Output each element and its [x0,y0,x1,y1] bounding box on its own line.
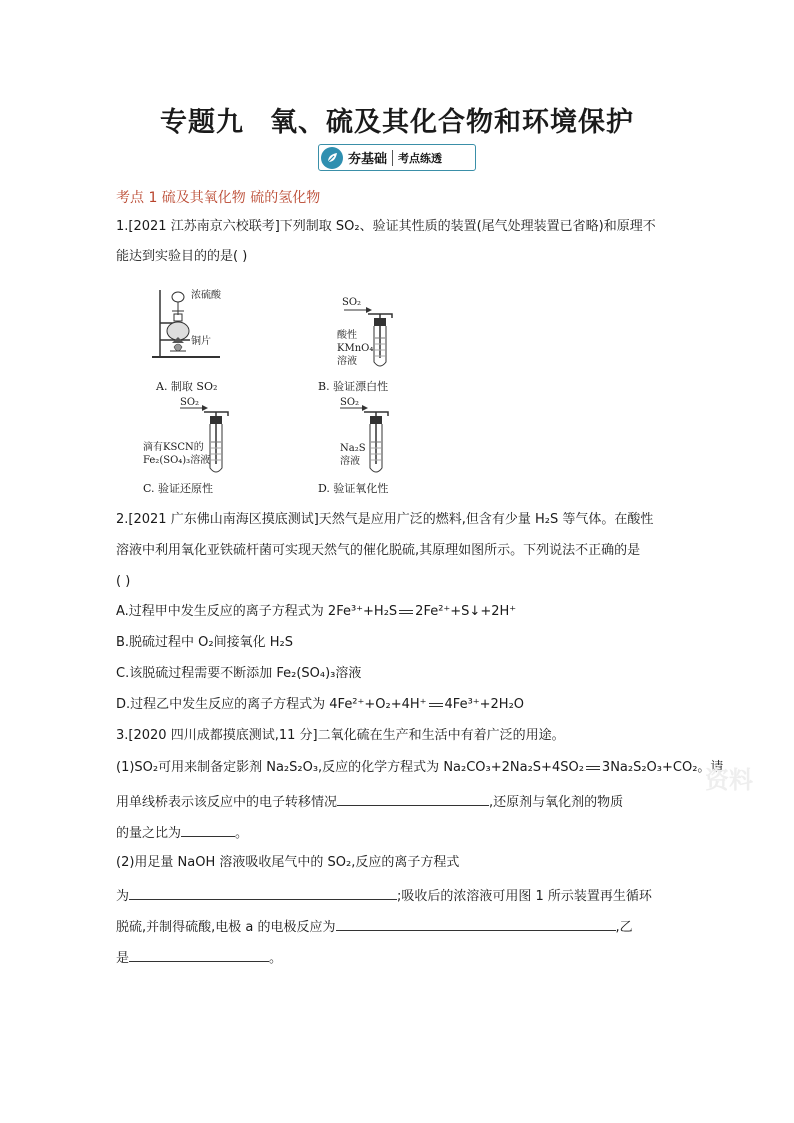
label-a-acid: 浓硫酸 [191,290,221,301]
label-b-sol3: 溶液 [337,356,357,367]
equals-sign [586,766,600,770]
q3-p1-line1 [116,760,723,776]
section-badge [318,144,476,171]
label-c-sol1: 滴有KSCN的 [143,442,204,453]
equals-sign [399,610,413,614]
q1-line2: 能达到实验目的的是( ) [116,249,248,264]
answer-blank-ratio[interactable] [181,823,235,837]
caption-c: C. 验证还原性 [143,482,214,495]
page-title [0,100,794,139]
label-b-sol2: KMnO₄ [337,343,374,354]
label-d-sol1: Na₂S [340,443,366,454]
q2-option-c[interactable]: C.该脱硫过程需要不断添加 Fe₂(SO₄)₃溶液 [116,666,362,681]
label-a-copper: 铜片 [191,336,211,347]
q3-p2-line3 [116,917,633,936]
label-b-sol1: 酸性 [337,330,357,341]
q2-option-d[interactable] [116,697,524,713]
q3-p2-l2-tail: ;吸收后的浓溶液可用图 1 所示装置再生循环 [397,889,652,904]
q3-p1-l3-tail: 。 [235,826,249,841]
q3-p2-l4-tail: 。 [269,951,283,966]
section-heading: 考点 1 硫及其氧化物 硫的氢化物 [116,190,321,206]
label-c-gas: SO₂ [180,397,200,408]
q3-p2-line2 [116,886,652,905]
q2-a-lhs: A.过程甲中发生反应的离子方程式为 2Fe³⁺+H₂S [116,604,398,619]
q2-option-a[interactable] [116,604,516,620]
q3-line1: 3.[2020 四川成都摸底测试,11 分]二氧化硫在生产和生活中有着广泛的用途。 [116,728,565,743]
label-b-gas: SO₂ [342,297,362,308]
leaf-icon [321,147,343,169]
caption-b: B. 验证漂白性 [318,380,389,393]
q3-p1-rhs: 3Na₂S₂O₃+CO₂。请 [601,760,724,775]
q3-p1-lhs: (1)SO₂可用来制备定影剂 Na₂S₂O₃,反应的化学方程式为 Na₂CO₃+2Na₂S+4SO₂ [116,760,584,775]
q2-line1: 2.[2021 广东佛山南海区摸底测试]天然气是应用广泛的燃料,但含有少量 H₂S 等气体。在酸性 [116,512,654,527]
q3-p2-l4-text: 是 [116,951,130,966]
q3-p1-l2-tail: ,还原剂与氧化剂的物质 [489,795,624,810]
title-part2: 氧、硫及其化合物和环境保护 [270,107,634,138]
equals-sign [429,703,443,707]
q3-p1-l3-text: 的量之比为 [116,826,182,841]
answer-blank-electron-transfer[interactable] [337,792,489,806]
badge-sub-text: 考点练透 [398,151,443,165]
q3-p2-l3-text: 脱硫,并制得硫酸,电极 a 的电极反应为 [116,920,336,935]
q2-option-b[interactable]: B.脱硫过程中 O₂间接氧化 H₂S [116,635,293,650]
q3-p1-line3 [116,823,248,842]
badge-divider [392,150,393,166]
title-part1: 专题九 [160,107,244,138]
q2-a-rhs: 2Fe²⁺+S↓+2H⁺ [415,604,517,619]
q3-p2-l3-tail: ,乙 [615,920,633,935]
badge-main-text: 夯基础 [348,152,388,167]
q3-p1-line2 [116,792,623,811]
q2-d-rhs: 4Fe³⁺+2H₂O [444,697,525,712]
label-d-gas: SO₂ [340,397,360,408]
q2-line3: ( ) [116,574,131,589]
q2-line2: 溶液中利用氧化亚铁硫杆菌可实现天然气的催化脱硫,其原理如图所示。下列说法不正确的是 [116,543,641,558]
answer-blank-electrode-reaction[interactable] [336,917,616,931]
answer-blank-product[interactable] [129,948,269,962]
q3-p2-line1: (2)用足量 NaOH 溶液吸收尾气中的 SO₂,反应的离子方程式 [116,855,460,870]
q2-d-lhs: D.过程乙中发生反应的离子方程式为 4Fe²⁺+O₂+4H⁺ [116,697,427,712]
label-d-sol2: 溶液 [340,456,360,467]
q3-p1-l2-text: 用单线桥表示该反应中的电子转移情况 [116,795,338,810]
caption-d: D. 验证氧化性 [318,482,389,495]
q3-p2-l2-text: 为 [116,889,130,904]
label-c-sol2: Fe₂(SO₄)₃溶液 [143,455,211,466]
watermark: 资料 [705,766,753,794]
q1-line1: 1.[2021 江苏南京六校联考]下列制取 SO₂、验证其性质的装置(尾气处理装置已省略)和原理不 [116,219,656,234]
answer-blank-ionic-equation[interactable] [129,886,397,900]
q3-p2-line4 [116,948,282,967]
caption-a: A. 制取 SO₂ [156,380,218,393]
